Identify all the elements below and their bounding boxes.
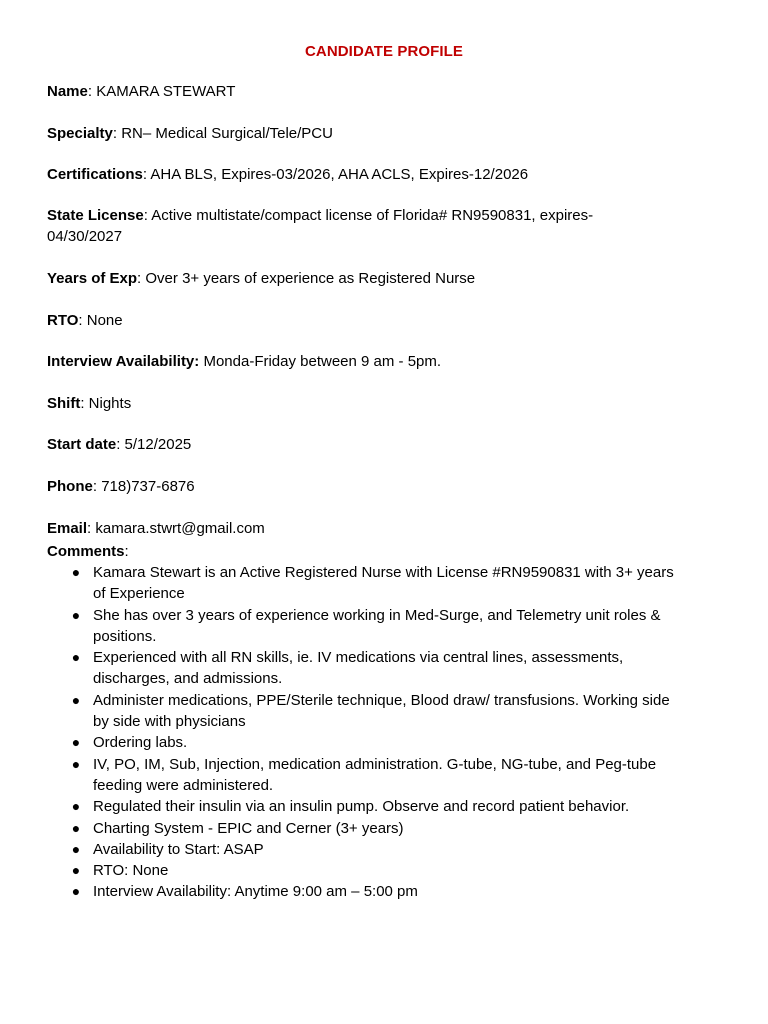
- field-value: KAMARA STEWART: [96, 83, 236, 100]
- field-value: kamara.stwrt@gmail.com: [95, 520, 265, 537]
- bullet-icon: ●: [71, 862, 81, 879]
- field-rto: [47, 310, 657, 331]
- comments-list: [47, 562, 687, 903]
- comment-text: Kamara Stewart is an Active Registered Nurse with License #RN9590831 with 3+ years of Experience: [93, 564, 674, 603]
- comment-text: Ordering labs.: [93, 734, 188, 752]
- comment-text: Experienced with all RN skills, ie. IV medications via central lines, assessments, discharges, and admissions.: [93, 649, 624, 688]
- field-value: None: [86, 312, 123, 329]
- field-label: Shift: [47, 395, 81, 412]
- field-separator: :: [137, 270, 146, 287]
- field-label: Email: [47, 520, 88, 537]
- field-start-date: [47, 434, 657, 455]
- field-label: Certifications: [47, 166, 143, 183]
- comment-item: [47, 562, 687, 605]
- bullet-icon: ●: [71, 883, 81, 900]
- field-label: Years of Exp: [47, 270, 138, 287]
- field-separator: :: [116, 436, 125, 453]
- comment-text: Interview Availability: Anytime 9:00 am – 5:00 pm: [93, 883, 418, 901]
- field-label: Name: [47, 83, 88, 100]
- field-separator: :: [143, 207, 152, 224]
- comments-label: Comments: [47, 543, 125, 560]
- bullet-icon: ●: [71, 606, 81, 623]
- field-value: Monda-Friday between 9 am - 5pm.: [203, 353, 442, 370]
- bullet-icon: ●: [71, 734, 81, 751]
- field-value: Nights: [88, 395, 132, 412]
- field-label: Interview Availability:: [47, 353, 200, 370]
- field-value: 5/12/2025: [124, 436, 192, 453]
- field-value: Over 3+ years of experience as Registered Nurse: [145, 270, 476, 287]
- field-separator: :: [80, 395, 89, 412]
- field-separator: :: [87, 83, 97, 100]
- field-name: [47, 81, 657, 102]
- comment-text: IV, PO, IM, Sub, Injection, medication administration. G-tube, NG-tube, and Peg-tube feeding were administered.: [93, 755, 657, 794]
- comment-text: Regulated their insulin via an insulin pump. Observe and record patient behavior.: [93, 798, 630, 816]
- page-title: CANDIDATE PROFILE: [304, 43, 464, 60]
- bullet-icon: ●: [71, 798, 81, 815]
- comment-text: Administer medications, PPE/Sterile technique, Blood draw/ transfusions. Working side by side with physicians: [93, 691, 670, 731]
- comment-text: RTO: None: [93, 862, 169, 880]
- field-separator: :: [87, 520, 96, 537]
- comment-item: [47, 881, 687, 902]
- field-state-license: [47, 205, 657, 247]
- field-label: Start date: [47, 436, 117, 453]
- field-label: Specialty: [47, 125, 113, 142]
- comment-item: [47, 690, 687, 733]
- comment-item: [47, 818, 687, 839]
- field-separator: :: [142, 166, 151, 183]
- comment-text: She has over 3 years of experience working in Med-Surge, and Telemetry unit roles & positions.: [93, 606, 661, 645]
- comment-item: [47, 839, 687, 860]
- comment-item: [47, 605, 687, 648]
- field-separator: :: [78, 312, 87, 329]
- comments-heading: [47, 541, 129, 562]
- field-label: RTO: [47, 312, 79, 329]
- bullet-icon: ●: [71, 755, 81, 772]
- bullet-icon: ●: [71, 840, 81, 857]
- comment-item: [47, 647, 687, 690]
- field-years-of-exp: [47, 268, 657, 289]
- field-shift: [47, 393, 657, 414]
- bullet-icon: ●: [71, 691, 81, 708]
- field-specialty: [47, 123, 657, 144]
- field-separator: :: [92, 478, 102, 495]
- field-certifications: [47, 164, 657, 185]
- bullet-icon: ●: [71, 564, 81, 580]
- comments-separator: :: [124, 543, 129, 560]
- field-value: Active multistate/compact license of Florida# RN9590831, expires-04/30/2027: [47, 207, 594, 245]
- field-value: 718)737-6876: [101, 478, 195, 495]
- comment-item: [47, 796, 687, 817]
- comment-item: [47, 732, 687, 753]
- field-value: RN– Medical Surgical/Tele/PCU: [121, 125, 333, 142]
- bullet-icon: ●: [71, 649, 81, 666]
- field-label: Phone: [47, 478, 93, 495]
- field-label: State License: [47, 207, 144, 224]
- field-email: [47, 518, 657, 539]
- comment-text: Charting System - EPIC and Cerner (3+ years): [93, 819, 404, 837]
- bullet-icon: ●: [71, 819, 81, 836]
- field-value: AHA BLS, Expires-03/2026, AHA ACLS, Expires-12/2026: [150, 166, 529, 183]
- field-phone: [47, 476, 657, 497]
- comment-item: [47, 860, 687, 881]
- field-interview-availability: [47, 351, 657, 372]
- comment-text: Availability to Start: ASAP: [93, 840, 264, 858]
- comment-item: [47, 754, 687, 797]
- field-separator: :: [112, 125, 122, 142]
